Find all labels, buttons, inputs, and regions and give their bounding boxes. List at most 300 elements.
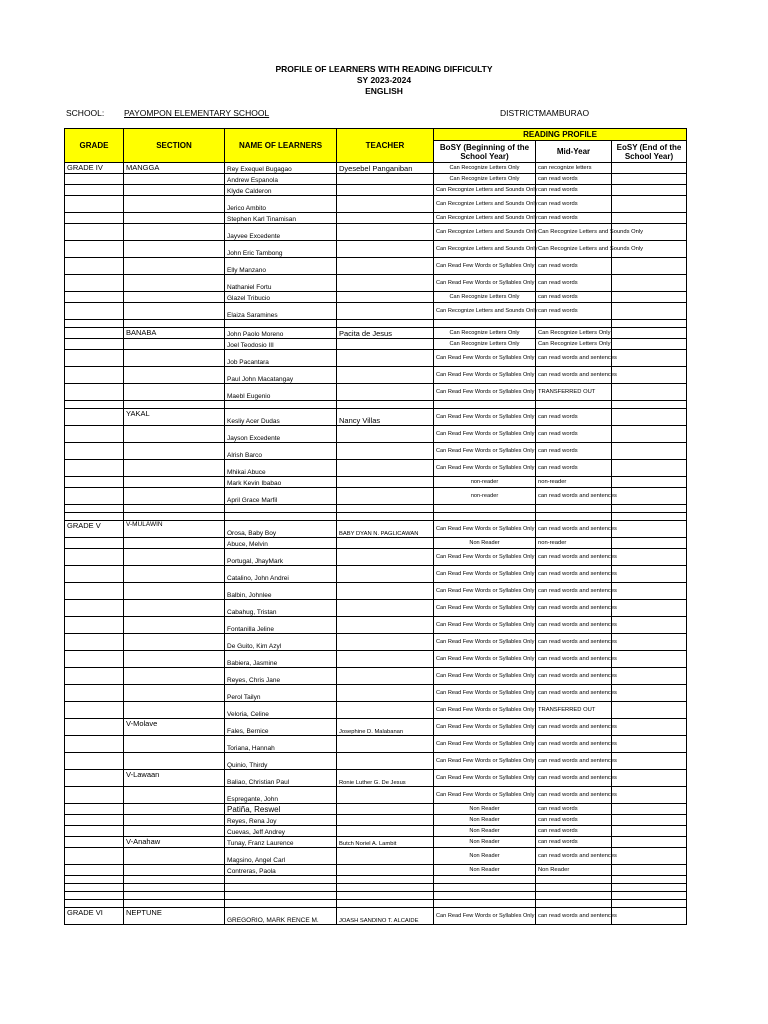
learner-name-cell: Balbin, Johnlee [225,583,337,600]
table-row [65,815,687,826]
table-row [65,185,687,196]
learner-name-cell: John Paolo Moreno [225,328,337,339]
grade-cell [65,787,124,804]
table-row [65,350,687,367]
header-eosy: EoSY (End of the School Year) [612,141,687,163]
learner-name-cell: Elly Manzano [225,258,337,275]
table-row [65,668,687,685]
learner-name-cell: Cuevas, Jeff Andrey [225,826,337,837]
eosy-cell [612,634,687,651]
teacher-cell [337,668,434,685]
grade-cell [65,702,124,719]
grade-cell [65,865,124,876]
learner-name-cell: Catalino, John Andrei [225,566,337,583]
document-title-block [0,64,768,97]
section-cell: BANABA [124,328,225,339]
section-cell [124,224,225,241]
mid-year-cell: can read words and sentences [536,770,612,787]
grade-cell [65,804,124,815]
mid-year-cell: Can Recognize Letters Only [536,328,612,339]
mid-year-cell [536,892,612,900]
mid-year-cell: can read words [536,303,612,320]
table-row [65,804,687,815]
mid-year-cell: can read words and sentences [536,787,612,804]
grade-cell [65,241,124,258]
table-row [65,617,687,634]
grade-cell [65,258,124,275]
table-row [65,409,687,426]
bosy-cell: Can Read Few Words or Syllables Only [434,908,536,925]
teacher-cell [337,174,434,185]
bosy-cell: Can Read Few Words or Syllables Only [434,367,536,384]
learner-name-cell: Mark Kevin Ibabao [225,477,337,488]
mid-year-cell [536,884,612,892]
learner-name-cell: Espregante, John [225,787,337,804]
bosy-cell: Can Read Few Words or Syllables Only [434,426,536,443]
table-row [65,384,687,401]
eosy-cell [612,339,687,350]
table-row [65,224,687,241]
bosy-cell: Non Reader [434,815,536,826]
mid-year-cell: can read words [536,426,612,443]
bosy-cell: Can Recognize Letters Only [434,292,536,303]
teacher-cell [337,804,434,815]
mid-year-cell: can read words [536,443,612,460]
teacher-cell [337,185,434,196]
eosy-cell [612,505,687,513]
header-bosy: BoSY (Beginning of the School Year) [434,141,536,163]
eosy-cell [612,350,687,367]
bosy-cell: Can Read Few Words or Syllables Only [434,600,536,617]
table-row [65,876,687,884]
grade-cell [65,600,124,617]
learner-name-cell: Contreras, Paola [225,865,337,876]
bosy-cell: Can Read Few Words or Syllables Only [434,409,536,426]
section-cell [124,617,225,634]
bosy-cell: Can Read Few Words or Syllables Only [434,443,536,460]
section-cell: V-MULAWIN [124,521,225,538]
bosy-cell: Non Reader [434,804,536,815]
table-row [65,600,687,617]
section-cell [124,900,225,908]
mid-year-cell: can read words and sentences [536,617,612,634]
eosy-cell [612,384,687,401]
header-section: SECTION [124,129,225,163]
mid-year-cell: can read words and sentences [536,367,612,384]
eosy-cell [612,848,687,865]
table-row [65,292,687,303]
learner-name-cell: Maebl Eugenio [225,384,337,401]
teacher-cell [337,401,434,409]
section-cell [124,876,225,884]
teacher-cell [337,303,434,320]
grade-cell [65,837,124,848]
table-row [65,521,687,538]
learner-name-cell: Andrew Espanola [225,174,337,185]
mid-year-cell: can read words and sentences [536,350,612,367]
learner-name-cell: Perol Tailyn [225,685,337,702]
grade-cell [65,213,124,224]
teacher-cell [337,477,434,488]
table-row [65,685,687,702]
section-cell: NEPTUNE [124,908,225,925]
grade-cell [65,876,124,884]
bosy-cell: Non Reader [434,826,536,837]
header-grade: GRADE [65,129,124,163]
table-row [65,460,687,477]
learner-name-cell [225,320,337,328]
teacher-cell [337,426,434,443]
table-row [65,787,687,804]
mid-year-cell: can read words and sentences [536,848,612,865]
district-label: DISTRICT: [500,108,541,118]
eosy-cell [612,367,687,384]
section-cell: V-Molave [124,719,225,736]
bosy-cell: Can Recognize Letters and Sounds Only [434,303,536,320]
bosy-cell: Can Recognize Letters Only [434,328,536,339]
section-cell [124,566,225,583]
grade-cell [65,328,124,339]
teacher-cell: Nancy Villas [337,409,434,426]
mid-year-cell: can read words and sentences [536,600,612,617]
grade-cell [65,719,124,736]
learner-name-cell: Veloria, Celine [225,702,337,719]
table-row [65,753,687,770]
grade-cell [65,651,124,668]
eosy-cell [612,787,687,804]
grade-cell [65,753,124,770]
mid-year-cell: can recognize letters [536,163,612,174]
school-label: SCHOOL: [66,108,105,118]
section-cell [124,848,225,865]
learner-name-cell: Fontanilla Jeline [225,617,337,634]
eosy-cell [612,617,687,634]
eosy-cell [612,174,687,185]
section-cell [124,600,225,617]
learner-name-cell: Jayson Excedente [225,426,337,443]
grade-cell [65,401,124,409]
mid-year-cell [536,513,612,521]
mid-year-cell: can read words [536,804,612,815]
section-cell [124,275,225,292]
bosy-cell: Can Read Few Words or Syllables Only [434,770,536,787]
school-name: PAYOMPON ELEMENTARY SCHOOL [124,108,270,118]
teacher-cell [337,505,434,513]
eosy-cell [612,770,687,787]
bosy-cell: Non Reader [434,538,536,549]
section-cell [124,426,225,443]
grade-cell: GRADE V [65,521,124,538]
eosy-cell [612,876,687,884]
teacher-cell: BABY DYAN N. PAGLICAWAN [337,521,434,538]
table-row [65,702,687,719]
table-row [65,848,687,865]
section-cell [124,884,225,892]
learner-name-cell: Cabahug, Tristan [225,600,337,617]
eosy-cell [612,196,687,213]
mid-year-cell [536,876,612,884]
bosy-cell: Can Read Few Words or Syllables Only [434,668,536,685]
eosy-cell [612,884,687,892]
learner-name-cell: Alrish Barco [225,443,337,460]
section-cell [124,736,225,753]
school-year: SY 2023-2024 [356,75,412,85]
grade-cell [65,892,124,900]
eosy-cell [612,600,687,617]
teacher-cell [337,753,434,770]
learner-name-cell: Reyes, Rena Joy [225,815,337,826]
bosy-cell: Can Read Few Words or Syllables Only [434,736,536,753]
grade-cell [65,443,124,460]
table-row [65,213,687,224]
teacher-cell [337,196,434,213]
grade-cell [65,185,124,196]
eosy-cell [612,815,687,826]
grade-cell [65,685,124,702]
mid-year-cell [536,505,612,513]
grade-cell [65,292,124,303]
bosy-cell: Can Read Few Words or Syllables Only [434,460,536,477]
eosy-cell [612,892,687,900]
mid-year-cell: can read words and sentences [536,685,612,702]
teacher-cell: Ronie Luther G. De Jesus [337,770,434,787]
teacher-cell [337,685,434,702]
section-cell [124,815,225,826]
teacher-cell [337,320,434,328]
grade-cell [65,900,124,908]
eosy-cell [612,826,687,837]
grade-cell [65,320,124,328]
section-cell [124,685,225,702]
learner-name-cell [225,513,337,521]
table-row [65,258,687,275]
learner-name-cell [225,401,337,409]
eosy-cell [612,163,687,174]
table-row [65,770,687,787]
table-row [65,367,687,384]
teacher-cell [337,876,434,884]
eosy-cell [612,668,687,685]
mid-year-cell: can read words and sentences [536,583,612,600]
table-row [65,426,687,443]
table-row [65,884,687,892]
table-row [65,275,687,292]
learner-name-cell: GREGORIO, MARK RENCE M. [225,908,337,925]
learner-name-cell: Tunay, Franz Laurence [225,837,337,848]
learner-name-cell: Magsino, Angel Carl [225,848,337,865]
bosy-cell: Can Read Few Words or Syllables Only [434,787,536,804]
table-row [65,651,687,668]
mid-year-cell: can read words [536,213,612,224]
eosy-cell [612,538,687,549]
subject: ENGLISH [365,86,403,96]
section-cell [124,401,225,409]
section-cell [124,702,225,719]
table-row [65,174,687,185]
section-cell [124,350,225,367]
mid-year-cell: can read words and sentences [536,566,612,583]
teacher-cell [337,513,434,521]
section-cell [124,583,225,600]
table-row [65,303,687,320]
table-row [65,566,687,583]
bosy-cell: non-reader [434,488,536,505]
mid-year-cell: can read words and sentences [536,549,612,566]
section-cell [124,538,225,549]
mid-year-cell [536,320,612,328]
bosy-cell: Can Read Few Words or Syllables Only [434,384,536,401]
teacher-cell [337,488,434,505]
bosy-cell: Can Recognize Letters and Sounds Only [434,224,536,241]
eosy-cell [612,328,687,339]
grade-cell [65,505,124,513]
bosy-cell: Can Read Few Words or Syllables Only [434,685,536,702]
learner-name-cell: Nathaniel Fortu [225,275,337,292]
bosy-cell: Non Reader [434,848,536,865]
teacher-cell [337,600,434,617]
bosy-cell: Can Read Few Words or Syllables Only [434,617,536,634]
grade-cell [65,583,124,600]
teacher-cell [337,815,434,826]
section-cell [124,320,225,328]
section-cell [124,549,225,566]
section-cell: V-Lawaan [124,770,225,787]
grade-cell [65,848,124,865]
eosy-cell [612,736,687,753]
eosy-cell [612,460,687,477]
eosy-cell [612,443,687,460]
mid-year-cell [536,401,612,409]
bosy-cell: non-reader [434,477,536,488]
bosy-cell: Can Read Few Words or Syllables Only [434,350,536,367]
bosy-cell: Can Read Few Words or Syllables Only [434,702,536,719]
learner-name-cell: Orosa, Baby Boy [225,521,337,538]
bosy-cell [434,320,536,328]
bosy-cell: Can Read Few Words or Syllables Only [434,753,536,770]
bosy-cell: Can Read Few Words or Syllables Only [434,566,536,583]
eosy-cell [612,409,687,426]
table-row [65,549,687,566]
learner-name-cell: Baliao, Christian Paul [225,770,337,787]
eosy-cell [612,804,687,815]
grade-cell [65,460,124,477]
section-cell [124,196,225,213]
learner-name-cell: Patiña, Reswel [225,804,337,815]
bosy-cell [434,892,536,900]
table-row [65,320,687,328]
eosy-cell [612,185,687,196]
mid-year-cell: can read words and sentences [536,719,612,736]
table-body [65,163,687,925]
teacher-cell [337,241,434,258]
mid-year-cell: can read words [536,275,612,292]
table-row [65,892,687,900]
teacher-cell [337,460,434,477]
section-cell: YAKAL [124,409,225,426]
bosy-cell: Can Recognize Letters and Sounds Only [434,241,536,258]
teacher-cell [337,634,434,651]
grade-cell [65,367,124,384]
section-cell [124,753,225,770]
teacher-cell [337,549,434,566]
document-title: PROFILE OF LEARNERS WITH READING DIFFICULTY [275,64,493,74]
learner-name-cell: Reyes, Chris Jane [225,668,337,685]
grade-cell [65,477,124,488]
grade-cell [65,339,124,350]
mid-year-cell: can read words and sentences [536,521,612,538]
learner-name-cell: Elaiza Saramines [225,303,337,320]
teacher-cell: Butch Noriel A. Lambit [337,837,434,848]
grade-cell [65,426,124,443]
mid-year-cell [536,900,612,908]
mid-year-cell: TRANSFERRED OUT [536,702,612,719]
grade-cell [65,566,124,583]
learner-name-cell: Paul John Macatangay [225,367,337,384]
eosy-cell [612,719,687,736]
table-row [65,401,687,409]
learner-name-cell: De Guito, Kim Azyl [225,634,337,651]
teacher-cell [337,583,434,600]
section-cell [124,505,225,513]
learner-name-cell: John Eric Tambong [225,241,337,258]
eosy-cell [612,702,687,719]
table-row [65,477,687,488]
mid-year-cell: can read words [536,815,612,826]
teacher-cell [337,617,434,634]
bosy-cell: Can Read Few Words or Syllables Only [434,719,536,736]
teacher-cell [337,848,434,865]
section-cell: MANGGA [124,163,225,174]
district-name: MAMBURAO [539,108,590,118]
table-row [65,826,687,837]
grade-cell [65,770,124,787]
eosy-cell [612,258,687,275]
learner-name-cell: Abuce, Melvin [225,538,337,549]
mid-year-cell: Can Recognize Letters Only [536,339,612,350]
grade-cell [65,275,124,292]
grade-cell [65,196,124,213]
mid-year-cell: can read words and sentences [536,488,612,505]
table-row [65,488,687,505]
eosy-cell [612,521,687,538]
eosy-cell [612,488,687,505]
learner-name-cell: Rey Exequel Bugagao [225,163,337,174]
mid-year-cell: can read words [536,409,612,426]
learner-name-cell: Glazel Tribucio [225,292,337,303]
mid-year-cell: can read words and sentences [536,651,612,668]
teacher-cell [337,275,434,292]
bosy-cell: Can Recognize Letters and Sounds Only [434,213,536,224]
eosy-cell [612,513,687,521]
bosy-cell: Non Reader [434,865,536,876]
section-cell [124,513,225,521]
section-cell [124,651,225,668]
mid-year-cell: TRANSFERRED OUT [536,384,612,401]
learner-name-cell [225,900,337,908]
table-row [65,505,687,513]
section-cell [124,185,225,196]
teacher-cell [337,787,434,804]
bosy-cell: Can Read Few Words or Syllables Only [434,651,536,668]
learner-name-cell: Joel Teodosio III [225,339,337,350]
bosy-cell [434,900,536,908]
learner-name-cell: Jayvee Excedente [225,224,337,241]
learner-name-cell [225,884,337,892]
teacher-cell [337,224,434,241]
learner-name-cell [225,505,337,513]
eosy-cell [612,213,687,224]
grade-cell [65,736,124,753]
